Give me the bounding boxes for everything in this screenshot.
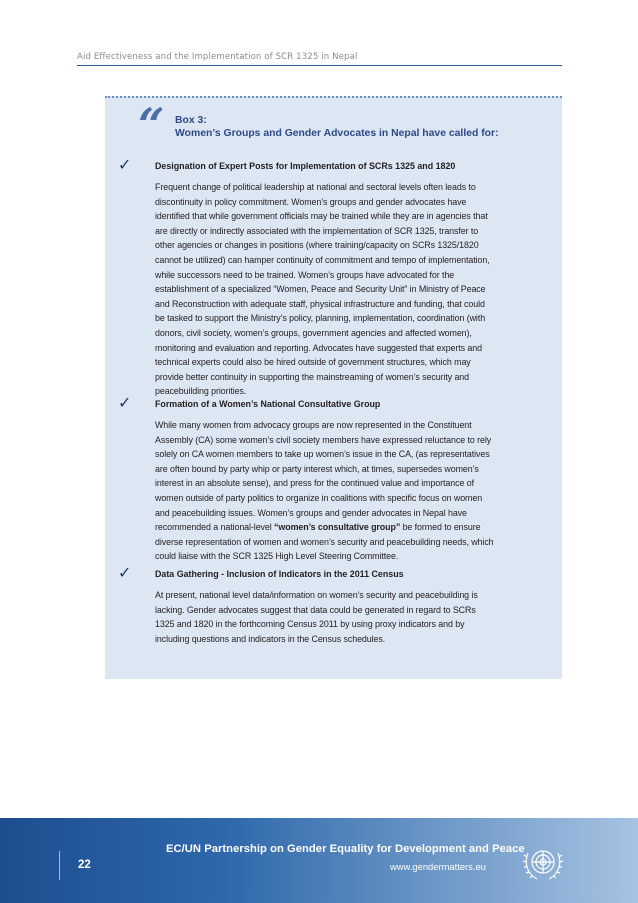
body-line: technical experts could also be hired outside of government structures, which may bbox=[155, 357, 471, 368]
body-line: While many women from advocacy groups are now represented in the Constituent bbox=[155, 420, 472, 430]
quote-icon: “ bbox=[138, 98, 165, 152]
body-line: solely on CA women members to take up women’s issue in the CA, (as representatives bbox=[155, 449, 490, 460]
section-heading: Data Gathering - Inclusion of Indicators in the 2011 Census bbox=[155, 569, 404, 579]
section-body bbox=[155, 180, 533, 399]
emphasis-text: “women’s consultative group” bbox=[274, 522, 401, 533]
body-line: while successors need to be trained. Women’s groups have advocated for the bbox=[155, 269, 455, 280]
body-line: including questions and indicators in the Census schedules. bbox=[155, 633, 386, 644]
body-line: identified that while government officials may be trained while they are in agencies that bbox=[155, 211, 488, 222]
body-line: and peacebuilding issues. Women’s groups and gender advocates in Nepal have bbox=[155, 507, 467, 518]
body-line-emphasis bbox=[155, 520, 533, 535]
body-line: 1325 and 1820 in the forthcoming Census 2011 by using proxy indicators and by bbox=[155, 619, 465, 630]
body-line: be tasked to support the Ministry’s policy, planning, implementation, coordination (with bbox=[155, 313, 486, 324]
body-text: recommended a national-level bbox=[155, 522, 272, 533]
body-line: At present, national level data/information on women’s security and peacebuilding is bbox=[155, 590, 478, 600]
body-text: be formed to ensure bbox=[400, 522, 481, 533]
body-line: provide better continuity in supporting the mainstreaming of women’s security and bbox=[155, 371, 470, 382]
body-line: are directly or indirectly associated with the implementation of SCR 1325, transfer to bbox=[155, 225, 479, 236]
page-number: 22 bbox=[59, 851, 116, 880]
body-line: interest in an absolute sense), and press for the continued value and importance of bbox=[155, 478, 474, 489]
un-emblem-icon bbox=[521, 841, 565, 885]
body-line: Assembly (CA) some women’s civil society members have expressed reluctance to rely bbox=[155, 434, 492, 445]
body-line: Frequent change of political leadership at national and sectoral levels often leads to bbox=[155, 182, 476, 192]
body-line: establishment of a specialized “Women, Peace and Security Unit” in Ministry of Peace bbox=[155, 284, 486, 295]
section-body bbox=[155, 418, 533, 564]
running-header: Aid Effectiveness and the Implementation of SCR 1325 in Nepal bbox=[77, 52, 358, 62]
body-line: discontinuity in policy commitment. Women’s groups and gender advocates have bbox=[155, 196, 467, 207]
header-rule bbox=[77, 65, 562, 66]
body-line: are often bound by party whip or party interest which, at times, supersedes women’s bbox=[155, 463, 479, 474]
body-line: women outside of party politics to organize in coalitions with specific focus on women bbox=[155, 492, 483, 503]
body-line: donors, civil society, women’s groups, government agencies and affected women), bbox=[155, 327, 472, 338]
box-title bbox=[175, 114, 499, 140]
body-line: other agencies or changes in positions (where training/capacity on SCRs 1325/1820 bbox=[155, 240, 479, 251]
box-heading: Women’s Groups and Gender Advocates in Nepal have called for: bbox=[175, 128, 499, 139]
check-icon: ✓ bbox=[118, 155, 132, 174]
body-line: monitoring and evaluation and reporting. Advocates have suggested that experts and bbox=[155, 342, 482, 353]
section-body bbox=[155, 588, 533, 646]
body-line: cannot be utilized) can hamper continuity of commitment and tempo of implementation, bbox=[155, 254, 490, 265]
check-icon: ✓ bbox=[118, 393, 132, 412]
box-label: Box 3: bbox=[175, 115, 207, 126]
footer-title: EC/UN Partnership on Gender Equality for Development and Peace bbox=[166, 843, 525, 855]
body-line: could liaise with the SCR 1325 High Level Steering Committee. bbox=[155, 551, 399, 562]
footer-banner bbox=[0, 818, 638, 903]
body-line: lacking. Gender advocates suggest that data could be generated in regard to SCRs bbox=[155, 604, 476, 615]
check-icon: ✓ bbox=[118, 563, 132, 582]
footer-url[interactable]: www.gendermatters.eu bbox=[390, 861, 486, 872]
section-heading: Formation of a Women’s National Consultative Group bbox=[155, 399, 381, 409]
body-line: peacebuilding priorities. bbox=[155, 386, 247, 397]
body-line: diverse representation of women and women’s security and peacebuilding needs, which bbox=[155, 536, 494, 547]
section-heading: Designation of Expert Posts for Implementation of SCRs 1325 and 1820 bbox=[155, 161, 456, 171]
body-line: and Reconstruction with adequate staff, physical infrastructure and funding, that could bbox=[155, 298, 485, 309]
